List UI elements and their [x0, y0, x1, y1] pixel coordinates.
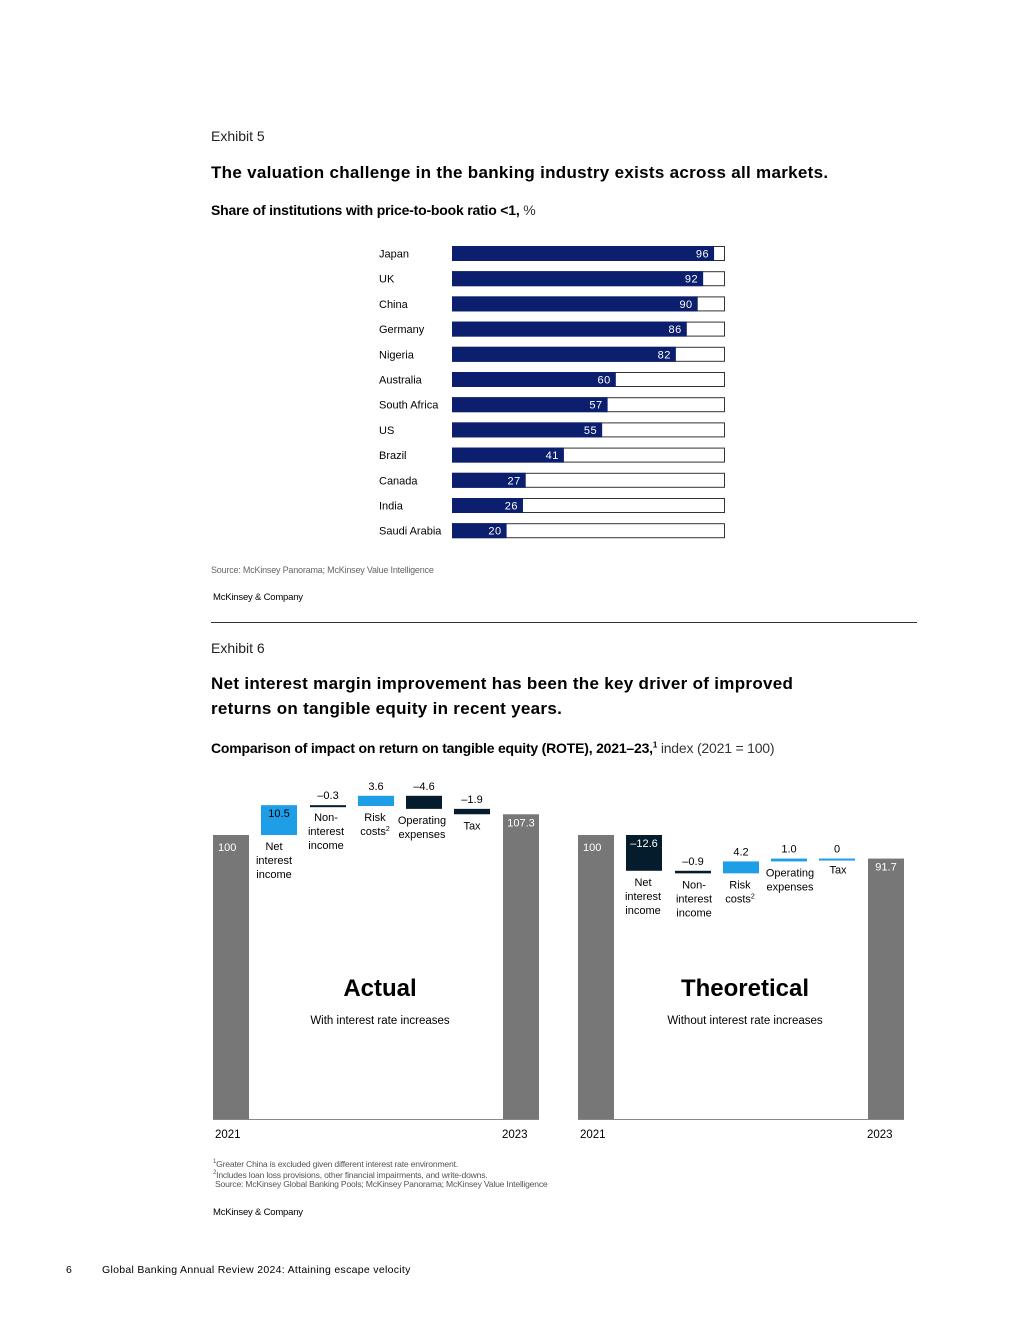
exhibit6-subtitle-sup: 1: [652, 740, 658, 750]
bar-value-label: 96: [695, 248, 710, 261]
exhibit5-label: Exhibit 5: [211, 128, 265, 144]
publication-title: Global Banking Annual Review 2024: Attaining escape velocity: [102, 1264, 411, 1276]
waterfall-step-bar: [675, 871, 711, 874]
waterfall-start-value: 100: [583, 842, 602, 854]
waterfall-start-year: 2021: [215, 1129, 241, 1141]
exhibit5-headline: The valuation challenge in the banking industry exists across all markets.: [211, 163, 829, 182]
bar-category-label: Nigeria: [379, 349, 414, 362]
waterfall-step-label: interest: [255, 855, 293, 867]
waterfall-end-bar: [503, 814, 539, 1119]
waterfall-end-value: 91.7: [875, 861, 897, 874]
exhibit6-subtitle-light: index (2021 = 100): [657, 740, 775, 756]
waterfall-end-bar: [868, 859, 904, 1119]
waterfall-start-year: 2021: [580, 1129, 606, 1141]
waterfall-step-label: Non-: [314, 812, 338, 825]
bar-value-label: 90: [679, 298, 693, 311]
exhibit5-source: Source: McKinsey Panorama; McKinsey Value Intelligence: [211, 565, 434, 575]
bar-value-label: 82: [657, 349, 671, 362]
waterfall-step-label: income: [676, 907, 712, 920]
waterfall-step-value: 4.2: [733, 846, 749, 859]
bar-value-label: 41: [545, 450, 559, 463]
waterfall-step-label: Operating: [397, 814, 447, 827]
bar-category-label: US: [379, 424, 395, 437]
waterfall-step-value: –4.6: [413, 780, 435, 793]
waterfall-step-label: Tax: [829, 864, 847, 877]
waterfall-step-label: Net: [634, 876, 652, 889]
waterfall-step-label: income: [256, 869, 292, 881]
waterfall-step-bar: [454, 809, 490, 814]
bar-value-label: 57: [589, 399, 603, 412]
waterfall-step-value: –0.9: [682, 855, 704, 868]
bar-value-label: 27: [507, 475, 521, 488]
bar-category-label: Saudi Arabia: [379, 525, 442, 538]
waterfall-step-value: 0: [833, 843, 841, 856]
waterfall-start-bar: [213, 835, 249, 1119]
waterfall-step-label: interest: [675, 893, 713, 906]
waterfall-step-value: 10.5: [268, 808, 290, 821]
bar-category-label: Australia: [379, 374, 422, 387]
waterfall-step-value: 3.6: [368, 780, 384, 793]
bar-value-label: 86: [668, 324, 682, 337]
waterfall-panel-caption: With interest rate increases: [310, 1015, 450, 1027]
waterfall-end-year: 2023: [502, 1129, 528, 1141]
waterfall-step-label: Non-: [682, 879, 706, 892]
waterfall-step-label: Net: [265, 841, 283, 853]
waterfall-step-bar: [819, 859, 855, 861]
waterfall-panel-title: Actual: [343, 975, 417, 1002]
bar-category-label: China: [379, 298, 408, 311]
bar-category-label: UK: [379, 273, 395, 286]
waterfall-start-value: 100: [218, 842, 237, 854]
waterfall-panel-title: Theoretical: [680, 975, 810, 1002]
waterfall-step-label: Risk: [364, 812, 386, 825]
bar-category-label: India: [379, 500, 403, 513]
waterfall-end-value: 107.3: [507, 817, 535, 830]
waterfall-step-label: interest: [624, 890, 662, 903]
bar-category-label: Germany: [379, 324, 425, 337]
exhibit5-subtitle-unit: %: [519, 202, 536, 218]
exhibit6-subtitle-bold: Comparison of impact on return on tangible equity (ROTE), 2021–23,: [211, 740, 653, 756]
waterfall-end-year: 2023: [867, 1129, 893, 1141]
exhibit5-brand: McKinsey & Company: [213, 592, 303, 603]
waterfall-step-bar: [358, 796, 394, 806]
exhibit6-headline-line2: returns on tangible equity in recent years.: [211, 699, 563, 718]
footnote-2-text: Includes loan loss provisions, other financial impairments, and write-downs.: [216, 1169, 488, 1180]
waterfall-start-bar: [578, 835, 614, 1119]
bar-category-label: Brazil: [379, 450, 407, 463]
waterfall-step-label: interest: [307, 826, 345, 839]
waterfall-step-bar: [406, 796, 442, 809]
exhibit6-label: Exhibit 6: [211, 640, 265, 656]
waterfall-step-label: costs$^2$: [360, 826, 390, 839]
waterfall-step-bar: [310, 805, 346, 807]
waterfall-step-value: –0.3: [317, 790, 339, 803]
waterfall-step-value: –12.6: [630, 838, 658, 850]
exhibit6-headline-line1: Net interest margin improvement has been the key driver of improved: [211, 674, 794, 693]
exhibit6-brand: McKinsey & Company: [213, 1207, 303, 1218]
bar-value-label: 92: [684, 273, 699, 286]
bar-category-label: Japan: [379, 248, 409, 261]
waterfall-step-label: Risk: [729, 879, 751, 892]
waterfall-step-label-sup: 2: [385, 826, 390, 834]
exhibit6-source: Source: McKinsey Global Banking Pools; McKinsey Panorama; McKinsey Value Intelligence: [215, 1179, 548, 1189]
footnote-1-sup: 1: [213, 1159, 217, 1165]
waterfall-step-label: income: [625, 904, 661, 917]
waterfall-step-label: expenses: [766, 881, 814, 894]
exhibit5-subtitle-bold: Share of institutions with price-to-book ratio <1,: [211, 202, 520, 218]
waterfall-step-label: costs$^2$: [725, 893, 755, 906]
page-number: 6: [66, 1264, 73, 1276]
bar-value-label: 26: [504, 500, 518, 513]
waterfall-step-label: Operating: [765, 867, 815, 880]
waterfall-step-label: Tax: [463, 820, 481, 833]
waterfall-step-label: income: [308, 840, 344, 853]
waterfall-step-value: –1.9: [461, 793, 483, 806]
footnote-1-text: Greater China is excluded given different interest rate environment.: [216, 1158, 458, 1169]
waterfall-step-bar: [771, 859, 807, 862]
bar-category-label: South Africa: [379, 399, 439, 412]
waterfall-step-bar: [723, 861, 759, 873]
waterfall-step-label-sup: 2: [750, 893, 755, 901]
waterfall-step-label: expenses: [398, 828, 446, 841]
waterfall-panel-caption: Without interest rate increases: [667, 1015, 823, 1027]
bar-category-label: Canada: [379, 475, 418, 488]
waterfall-step-value: 1.0: [781, 843, 797, 856]
bar-value-label: 55: [583, 424, 598, 437]
footnote-2-sup: 2: [213, 1170, 217, 1176]
bar-value-label: 20: [488, 525, 502, 538]
bar-value-label: 60: [597, 374, 611, 387]
